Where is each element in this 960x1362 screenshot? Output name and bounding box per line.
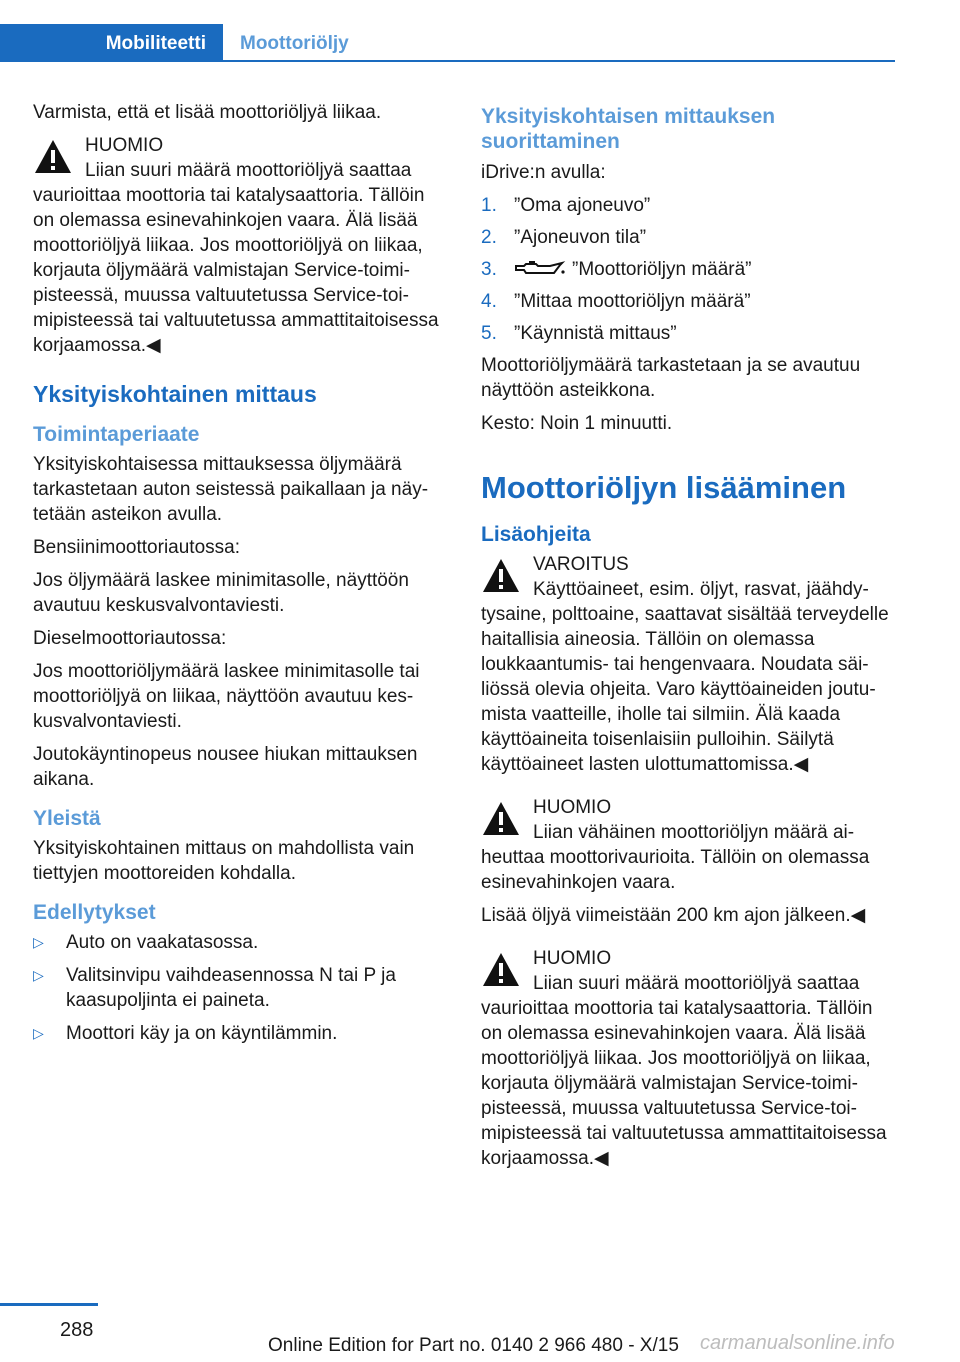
- triangle-bullet-icon: ▷: [33, 967, 44, 983]
- paragraph: Lisää öljyä viimeistään 200 km ajon jälkeen.◀: [481, 905, 866, 926]
- warning-block-4: [481, 946, 896, 1171]
- list-item-text: Moottori käy ja on käyntilämmin.: [66, 1023, 338, 1044]
- paragraph: Moottoriöljymäärä tarkastetaan ja se avautuu näyttöön asteikkona.: [481, 355, 861, 401]
- warning-text: Liian suuri määrä moottoriöljyä saattaa vaurioittaa moottoria tai katalysaattoria. Tällöin on olemassa esinevahinkojen vaara. Älä lisää moottoriöljyä liikaa. Jos moottoriöljyä on liikaa, korjauta öljymäärä valmistajan Service-toimipisteessä, muussa valtuutetussa Service-toimipisteessä tai valtuutetussa ammattitaitoisessa korjaamossa.◀: [33, 160, 439, 356]
- step-text: ”Ajoneuvon tila”: [514, 227, 647, 248]
- footer-rule: [0, 1303, 98, 1306]
- warning-title: HUOMIO: [533, 797, 612, 818]
- warning-block-3: [481, 795, 896, 895]
- triangle-bullet-icon: ▷: [33, 1025, 44, 1041]
- list-item: [33, 1021, 443, 1046]
- step-number: 3.: [481, 259, 497, 280]
- subsection-title-additional-notes: Lisäohjeita: [481, 523, 591, 546]
- warning-text: Liian suuri määrä moottoriöljyä saattaa vaurioittaa moottoria tai katalysaattoria. Tällöin on olemassa esinevahinkojen vaara. Älä lisää moottoriöljyä liikaa. Jos moottoriöljyä on liikaa, korjauta öljymäärä valmistajan Service-toimipisteessä, muussa valtuutetussa Service-toimipisteessä tai valtuutetussa ammattitaitoisessa korjaamossa.◀: [481, 973, 887, 1169]
- list-item: [481, 193, 896, 218]
- step-number: 2.: [481, 227, 497, 248]
- page-number: 288: [60, 1319, 94, 1341]
- paragraph: Joutokäyntinopeus nousee hiukan mittauksen aikana.: [33, 744, 418, 790]
- subsection-title-principle: Toimintaperiaate: [33, 423, 200, 446]
- paragraph: Yksityiskohtaisessa mittauksessa öljymäärä tarkastetaan auton seistessä paikallaan ja näytetään asteikon avulla.: [33, 454, 429, 525]
- step-number: 1.: [481, 195, 497, 216]
- watermark: carmanualsonline.info: [700, 1332, 895, 1354]
- warning-triangle-icon: [481, 799, 521, 839]
- step-text: ”Mittaa moottoriöljyn määrä”: [514, 291, 751, 312]
- step-number: 4.: [481, 291, 497, 312]
- section-title-perform-measurement: Yksityiskohtaisen mittauksen suorittaminen: [481, 105, 776, 153]
- list-item: [481, 321, 896, 346]
- tab-moottorioljy[interactable]: Moottoriöljy: [240, 32, 349, 54]
- warning-block-2: [481, 552, 896, 777]
- warning-triangle-icon: [33, 137, 73, 177]
- list-item-text: Valitsinvipu vaihdeasennossa N tai P ja kaasupoljinta ei paineta.: [66, 965, 396, 1011]
- warning-text: Liian vähäinen moottoriöljyn määrä aiheuttaa moottorivaurioita. Tällöin on olemassa esinevahinkojen vaara.: [481, 822, 870, 893]
- tab-mobiliteetti[interactable]: Mobiliteetti: [0, 24, 223, 62]
- paragraph: Kesto: Noin 1 minuutti.: [481, 413, 673, 434]
- list-item: [481, 257, 896, 282]
- warning-title: VAROITUS: [533, 554, 629, 575]
- warning-triangle-icon: [481, 556, 521, 596]
- steps-list: [481, 193, 896, 346]
- warning-text: Käyttöaineet, esim. öljyt, rasvat, jäähdytysaine, polttoaine, saattavat sisältää terveydelle haitallisia aineosia. Tällöin on olemassa loukkaantumis- tai hengenvaara. Noudata säiliössä olevia ohjeita. Varo käyttöaineiden joutumista vaatteille, iholle tai silmiin. Älä kaada käyttöaineita toisenlaisiin pulloihin. Säilytä käyttöaineet lasten ulottumattomissa.◀: [481, 579, 889, 775]
- paragraph: Bensiinimoottoriautossa:: [33, 537, 240, 558]
- warning-title: HUOMIO: [533, 948, 612, 969]
- prerequisites-list: [33, 930, 443, 1046]
- section-title-detailed-measurement: Yksityiskohtainen mittaus: [33, 381, 317, 407]
- intro-text: Varmista, että et lisää moottoriöljyä liikaa.: [33, 102, 382, 123]
- list-item: [481, 289, 896, 314]
- header-rule: [0, 60, 895, 62]
- paragraph: Dieselmoottoriautossa:: [33, 628, 227, 649]
- list-item-text: Auto on vaakatasossa.: [66, 932, 259, 953]
- paragraph: Jos moottoriöljymäärä laskee minimitasolle tai moottoriöljyä on liikaa, näyttöön avautuu keskusvalvontaviesti.: [33, 661, 420, 732]
- header-bar: [0, 24, 895, 62]
- warning-triangle-icon: [481, 950, 521, 990]
- oil-can-icon: [514, 260, 566, 278]
- paragraph: iDrive:n avulla:: [481, 162, 606, 183]
- list-item: [481, 225, 896, 250]
- left-column: [33, 100, 443, 1054]
- step-number: 5.: [481, 323, 497, 344]
- step-text: ”Moottoriöljyn määrä”: [572, 259, 752, 280]
- chapter-title-adding-oil: Moottoriöljyn lisääminen: [481, 470, 847, 505]
- paragraph: Jos öljymäärä laskee minimitasolle, näyttöön avautuu keskusvalvontaviesti.: [33, 570, 409, 616]
- triangle-bullet-icon: ▷: [33, 934, 44, 950]
- warning-block-1: [33, 133, 443, 358]
- subsection-title-general: Yleistä: [33, 807, 101, 830]
- list-item: [33, 963, 443, 1013]
- warning-title: HUOMIO: [85, 135, 164, 156]
- right-column: [481, 100, 896, 1179]
- step-text: ”Käynnistä mittaus”: [514, 323, 677, 344]
- subsection-title-prerequisites: Edellytykset: [33, 901, 156, 924]
- list-item: [33, 930, 443, 955]
- paragraph: Yksityiskohtainen mittaus on mahdollista vain tiettyjen moottoreiden kohdalla.: [33, 838, 415, 884]
- step-text: ”Oma ajoneuvo”: [514, 195, 651, 216]
- edition-text: Online Edition for Part no. 0140 2 966 480 - X/15: [268, 1335, 679, 1356]
